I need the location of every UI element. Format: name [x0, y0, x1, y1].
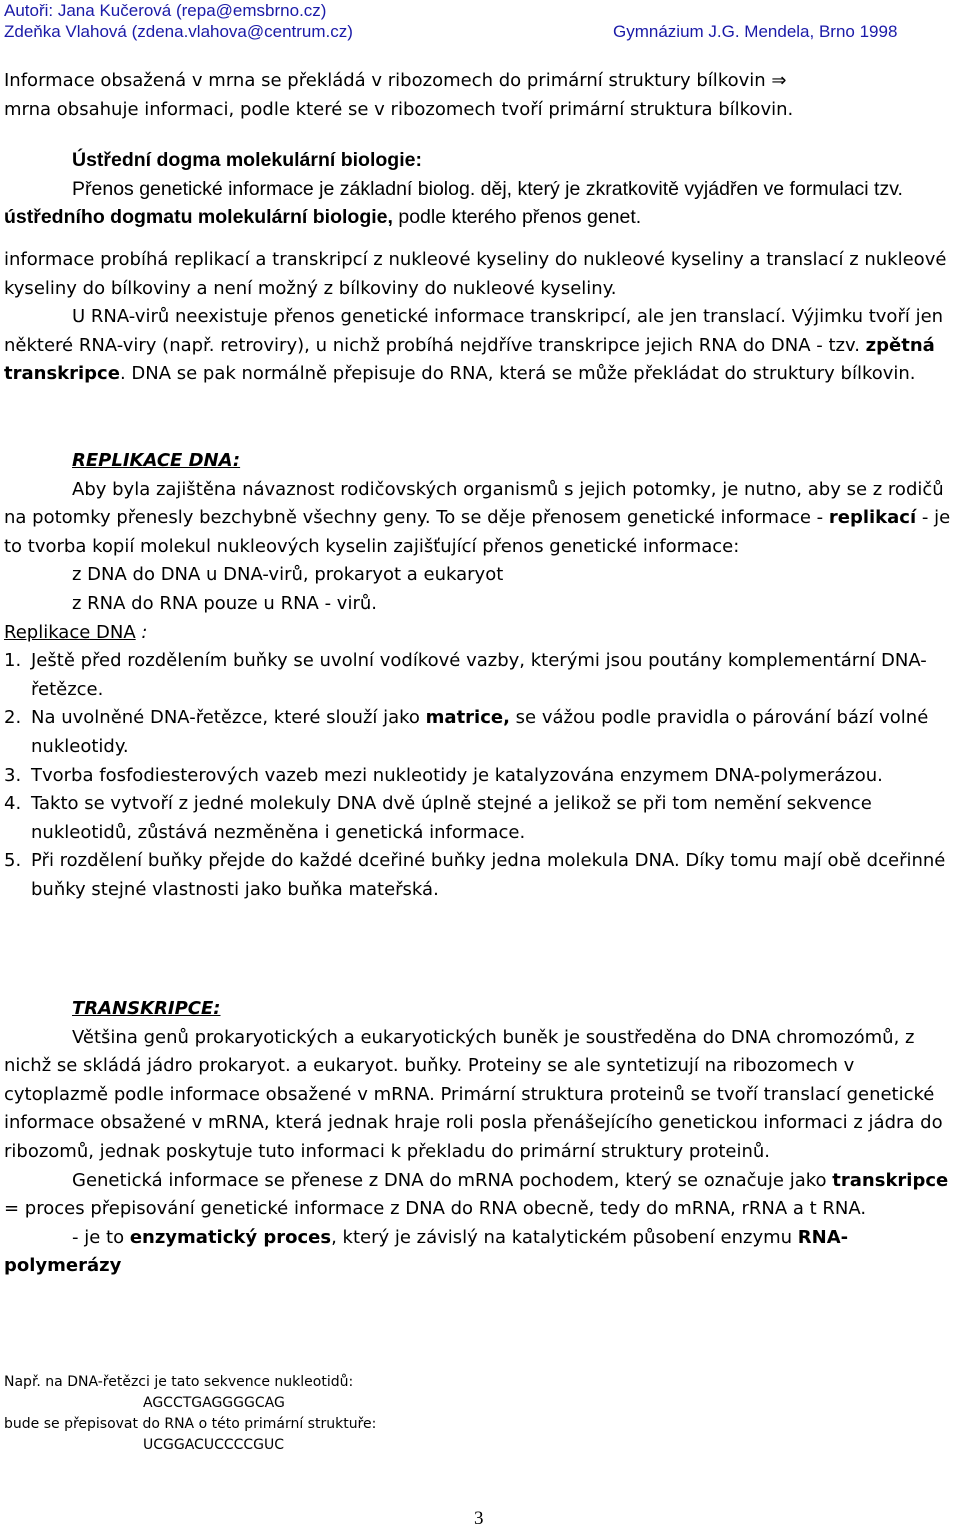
transcription-paragraph-3: - je to enzymatický proces, který je závislý na katalytickém působení enzymu RNA- polymerázy: [4, 1226, 849, 1277]
example-line-2: bude se přepisovat do RNA o této primární struktuře:: [4, 1416, 377, 1432]
dogma-paragraph-1: Přenos genetické informace je základní biolog. děj, který je zkratkovitě vyjádřen ve formulaci tzv. ústředního dogmatu molekulární biologie, podle kterého přenos genet.: [4, 177, 903, 229]
school-label: Gymnázium J.G. Mendela, Brno 1998: [613, 22, 898, 41]
authors-line-2: Zdeňka Vlahová (zdena.vlahova@centrum.cz): [4, 22, 353, 41]
intro-line-2: mrna obsahuje informaci, podle které se v ribozomech tvoří primární struktura bílkovin.: [4, 98, 794, 120]
example-block: [4, 1372, 376, 1456]
authors-line-1: Autoři: Jana Kučerová (repa@emsbrno.cz): [4, 1, 327, 20]
replication-heading: REPLIKACE DNA:: [72, 450, 241, 471]
intro-line-1: Informace obsažená v mrna se překládá v ribozomech do primární struktury bílkovin ⇒: [4, 70, 787, 91]
transcription-heading: TRANSKRIPCE:: [72, 998, 221, 1019]
rna-sequence: UCGGACUCCCCGUC: [143, 1437, 285, 1453]
transcription-section: [4, 995, 959, 1281]
transcription-term: transkripce: [832, 1169, 949, 1191]
transcription-paragraph-2: Genetická informace se přenese z DNA do mRNA pochodem, který se označuje jako transkripce = proces přepisování genetické informace z DNA do RNA obecně, tedy do mRNA, rRNA a t RNA.: [4, 1169, 949, 1220]
dogma-section: [4, 146, 959, 232]
dogma-continuation: [4, 246, 959, 389]
intro-paragraph: [4, 67, 959, 124]
replication-line-dna: z DNA do DNA u DNA-virů, prokaryot a eukaryot: [72, 564, 504, 586]
example-line-1: Např. na DNA-řetězci je tato sekvence nukleotidů:: [4, 1374, 354, 1390]
page-number: 3: [474, 1508, 484, 1529]
replication-subheading: Replikace DNA: [4, 621, 136, 643]
transcription-paragraph-1: Většina genů prokaryotických a eukaryotických buněk je soustředěna do DNA chromozómů, z nichž se skládá jádro prokaryot. a eukaryot. buňky. Proteiny se ale syntetizují na ribozomech v cytoplazmě podle informace obsažené v mRNA. Primární struktura proteinů se tvoří translací genetické informace obsažené v mRNA, která jednak hraje roli posla přenášejícího genetickou informaci z jádra do ribozomů, jednak poskytuje tuto informaci k překladu do primární struktury proteinů.: [4, 1026, 943, 1162]
dna-sequence: AGCCTGAGGGGCAG: [143, 1395, 285, 1411]
reverse-transcription-term: zpětná transkripce: [4, 334, 935, 385]
list-item: 1. Ještě před rozdělením buňky se uvolní vodíkové vazby, kterými jsou poutány komplementární DNA-řetězce.: [4, 650, 927, 700]
matrix-term: matrice,: [425, 707, 510, 729]
dogma-paragraph-3: U RNA-virů neexistuje přenos genetické informace transkripcí, ale jen translací. Výjimku tvoří jen některé RNA-viry (např. retroviry), u nichž probíhá nejdříve transkripce jejich RNA do DNA - tzv. zpětná transkripce. DNA se pak normálně přepisuje do RNA, která se může překládat do struktury bílkovin.: [4, 306, 944, 385]
replication-steps-list: [4, 647, 959, 904]
list-item: 3. Tvorba fosfodiesterových vazeb mezi nukleotidy je katalyzována enzymem DNA-polymerázou.: [4, 764, 883, 786]
enzymatic-term: enzymatický proces: [129, 1226, 332, 1248]
replication-paragraph: Aby byla zajištěna návaznost rodičovských organismů s jejich potomky, je nutno, aby se z rodičů na potomky přenesly bezchybně všechny geny. To se děje přenosem genetické informace - replikací - je to tvorba kopií molekul nukleových kyselin zajišťující přenos genetické informace:: [4, 478, 951, 557]
list-item: 4. Takto se vytvoří z jedné molekuly DNA dvě úplně stejné a jelikož se při tom nemění sekvence nukleotidů, zůstává nezměněna i genetická informace.: [4, 793, 872, 843]
rna-polymerase-term: RNA- polymerázy: [4, 1226, 849, 1277]
dogma-paragraph-2: informace probíhá replikací a transkripcí z nukleové kyseliny do nukleové kyseliny a translací z nukleové kyseliny do bílkoviny a není možný z bílkoviny do nukleové kyseliny.: [4, 249, 947, 299]
dogma-bold-term: ústředního dogmatu molekulární biologie,: [4, 206, 393, 229]
list-item: 2. Na uvolněné DNA-řetězce, které slouží jako matrice, se vážou podle pravidla o párování bází volné nukleotidy.: [4, 707, 929, 757]
dogma-heading: Ústřední dogma molekulární biologie:: [72, 149, 422, 171]
replication-term: replikací: [828, 507, 917, 529]
replication-line-rna: z RNA do RNA pouze u RNA - virů.: [72, 592, 377, 614]
replication-section: REPLIKACE DNA: Aby byla zajištěna návaznost rodičovských organismů s jejich potomky, je nutno, aby se z rodičů na potomky přenesly bezchybně všechny geny. To se děje přenosem genetické informace - replikací - je to tvorba kopií molekul nukleových kyselin zajišťující přenos genetické informace: z DNA do DNA u DNA-virů, prokaryot a eukaryot z RNA do RNA pouze u RNA - virů. Replikace DNA : 1. Ještě před rozdělením buňky se uvolní vodíkové vazby, kterými jsou poutány komplementární DNA-řetězce. 2. Na uvolněné DNA-řetězce, které slouží jako matrice, se vážou podle pravidla o párování bází volné nukleotidy. 3. Tvorba fosfodiesterových vazeb mezi nukleotidy je katalyzována enzymem DNA-polymerázou. 4. Takto se vytvoří z jedné molekuly DNA dvě úplně stejné a jelikož se při tom nemění sekvence nukleotidů, zůstává nezměněna i genetická informace. 5. Při rozdělení buňky přejde do každé dceřiné buňky jedna molekula DNA. Díky tomu mají obě dceřinné buňky stejné vlastnosti jako buňka mateřská.: [4, 447, 959, 905]
list-item: 5. Při rozdělení buňky přejde do každé dceřiné buňky jedna molekula DNA. Díky tomu mají obě dceřinné buňky stejné vlastnosti jako buňka mateřská.: [4, 850, 946, 900]
